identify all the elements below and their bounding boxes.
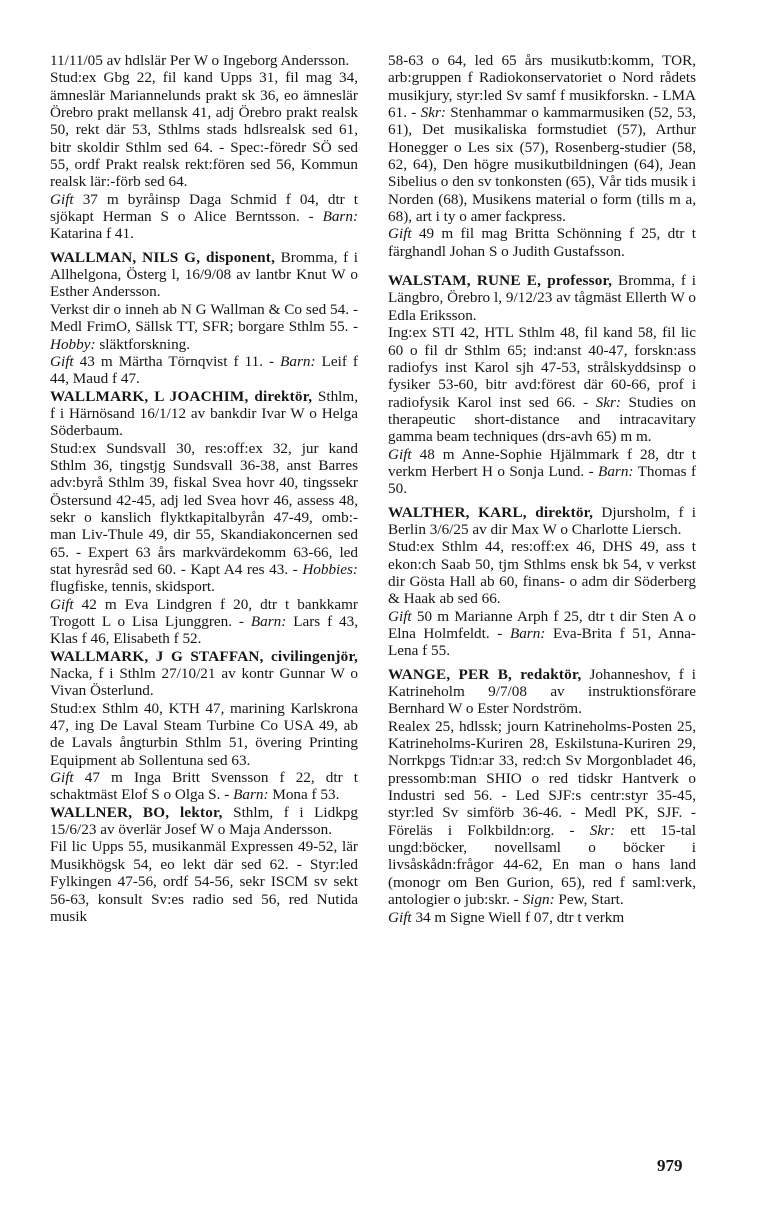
hobby-label: Hobbies: [302,560,358,578]
entry-header [50,804,358,839]
barn-label: Barn: [233,786,269,804]
entry-family [388,446,696,498]
barn-label: Barn: [250,613,287,630]
entry-career [50,440,358,596]
entry-header [388,272,696,324]
entry-header [388,666,696,718]
gift-text: 48 m Anne-Sophie Hjälmmark f 28, dtr t verkm Herbert H o Sonja Lund. - [388,445,696,480]
career-text: Verkst dir o inneh ab N G Wallman & Co sed 54. - Medl FrimO, Sällsk TT, SFR; borgare Sthlm 55. - [50,300,358,336]
gift-label: Gift [388,908,412,926]
entry-family [388,909,696,926]
page-number: 979 [657,1156,683,1175]
entry-family [50,769,358,804]
entry-head-text: Sthlm, f i Härnösand 16/1/12 av bankdir Ivar W o Helga Söderbaum. [50,387,358,440]
barn-text: Eva-Brita f 51, Anna-Lena f 55. [388,625,696,660]
gift-text: 47 m Inga Britt Svensson f 22, dtr t schaktmäst Elof S o Olga S. - [50,769,358,804]
entry-name: WANGE, PER B, redaktör, [388,665,582,683]
gift-label: Gift [50,190,74,208]
entry-walther-karl [388,504,696,660]
entry-head-text: Johanneshov, f i Katrineholm 9/7/08 av instruktionsförare Bernhard W o Ester Nordström. [388,665,696,718]
entry-header [50,249,358,301]
entry-career [50,301,358,353]
barn-text: Lars f 43, Klas f 46, Elisabeth f 52. [50,613,358,648]
gift-label: Gift [388,225,412,243]
barn-text: Katarina f 41. [50,225,134,243]
entry-head-text: Bromma, f i Allhelgona, Österg l, 16/9/08 av lantbr Knut W o Esther Andersson. [50,248,358,301]
entry-name: WALLMAN, NILS G, disponent, [50,248,276,266]
sign-label: Sign: [522,891,555,909]
gift-label: Gift [50,595,74,613]
entry-career: Stud:ex Sthlm 40, KTH 47, marining Karlskrona 47, ing De Laval Steam Turbine Co USA 49, ab de Lavals ångturbin Sthlm 51, övering Printing Equipment ab Sollentuna sed 63. [50,699,358,769]
entry-career [388,718,696,909]
gift-text: 34 m Signe Wiell f 07, dtr t verkm [411,908,625,926]
barn-label: Barn: [598,462,634,480]
barn-label: Barn: [322,208,358,226]
skr-text: Studies on therapeutic short-distance and intracavitary gamma beam techniques (drs-avh 65) m m. [388,393,696,446]
entry-name: WALLMARK, L JOACHIM, direktör, [50,387,313,405]
left-column [50,52,358,925]
skr-text: ett 15-tal ungd:böcker, novellsaml o böcker i livsåskådn:frågor 44-62, En man o hans land (monogr om Ben Gurion, 65), red f saml:verk, antologier o jub:skr. - [388,821,696,909]
entry-head-text: Bromma, f i Längbro, Örebro l, 9/12/23 av tågmäst Ellerth W o Edla Eriksson. [388,272,696,324]
barn-text: Mona f 53. [268,786,340,804]
entry-header [50,648,358,700]
entry-family [50,191,358,243]
entry-career [388,52,696,225]
right-column [388,52,696,926]
entry-career: Stud:ex Gbg 22, fil kand Upps 31, fil mag 34, ämneslär Mariannelunds prakt sk 36, eo ämneslär Örebro prakt mellansk 41, adj Örebro prakt realsk 50, rekt där 53, Sthlms stads hdlsrealsk sed 61, bitr skoldir Sthlm sed 64. - Spec:-föredr SÖ sed 55, ordf Prakt realsk rekt:fören sed 56, Kommun realsk lär:-förb sed 64. [50,69,358,191]
skr-text: Stenhammar o kammarmusiken (52, 53, 61), Det musikaliska formstudiet (57), Arthur Honegger o Les six (57), Rosenberg-studier (58, 62, 64), Den högre musikutbildningen (64), Jean Sibelius o den sv tonkonsten (65), Vår tids musik i Norden (68), Musikens material o form (tills m a, 68), art i ty o amer fackpress. [388,104,696,226]
entry-header [50,388,358,440]
barn-label: Barn: [280,352,316,370]
entry-name: WALTHER, KARL, direktör, [388,503,594,521]
career-text: 58-63 o 64, led 65 års musikutb:komm, TOR, arb:gruppen f Radiokonservatoriet o Nord rådets musikjury, styr:led Sv samf f musikforskn. - LMA 61. - [388,52,696,122]
skr-label: Skr: [595,393,621,411]
skr-label: Skr: [589,821,616,839]
gift-text: 37 m byråinsp Daga Schmid f 04, dtr t sjökapt Herman S o Alice Berntsson. - [50,190,358,226]
entry-wange-per [388,666,696,926]
entry-wallman-nils [50,249,358,388]
gift-text: 49 m fil mag Britta Schönning f 25, dtr t färghandl Johan S o Judith Gustafsson. [388,225,696,260]
entry-continuation [50,52,358,243]
entry-family [388,608,696,660]
entry-name: WALSTAM, RUNE E, professor, [388,272,613,290]
entry-header [388,504,696,539]
entry-family [50,353,358,388]
entry-career: Stud:ex Sthlm 44, res:off:ex 46, DHS 49, ass t ekon:ch Saab 50, tjm Sthlms ensk bk 54, v verkst dir Gösta Hall ab 60, finans- o adm dir Söderberg & Haak ab sed 66. [388,538,696,608]
hobby-label: Hobby: [50,335,96,353]
entry-text: 11/11/05 av hdlslär Per W o Ingeborg Andersson. [50,52,350,69]
entry-career [388,324,696,445]
hobby-text: flugfiske, tennis, skidsport. [50,578,215,596]
hobby-text: släktforskning. [95,335,191,353]
gift-label: Gift [50,769,74,787]
entry-wallmark-joachim [50,388,358,648]
entry-head-text: Sthlm, f i Lidkpg 15/6/23 av överlär Josef W o Maja Andersson. [50,803,358,839]
barn-text: Thomas f 50. [388,462,696,498]
gift-text: 43 m Märtha Törnqvist f 11. - [73,352,281,370]
gift-label: Gift [50,352,74,370]
skr-label: Skr: [420,104,446,122]
gift-label: Gift [388,607,412,625]
entry-wallner-continued [388,52,696,260]
career-text: Stud:ex Sundsvall 30, res:off:ex 32, jur kand Sthlm 36, tingstjg Sundsvall 36-38, anst Barres adv:byrå Sthlm 39, fiskal Svea hovr 40, tingssekr Östersund 42-45, adj led Svea hovr 46, assess 48, sekr o kanslich flyktkapitalbyrån 47-49, omb:-man Liv-Thule 49, dir 55, Skandiakoncernen sed 65. - Expert 63 års markvärdekomm 63-66, led stat hyresråd sed 60. - Kapt A4 res 43. - [50,439,358,578]
barn-label: Barn: [509,625,546,642]
entry-name: WALLMARK, J G STAFFAN, civilingenjör, [50,647,358,665]
entry-career: Fil lic Upps 55, musikanmäl Expressen 49-52, lär Musikhögsk 54, eo lekt där sed 62. - Styr:led Fylkingen 47-56, ordf 54-56, sekr ISCM sv sekt 56-63, konsult Sv:es radio sed 56, red Nutida musik [50,838,358,925]
barn-text: Leif f 44, Maud f 47. [50,352,358,388]
sign-text: Pew, Start. [554,891,624,909]
career-text: Realex 25, hdlssk; journ Katrineholms-Posten 25, Katrineholms-Kuriren 28, Eskilstuna-Kuriren 29, Norrkpgs Tidn:ar 33, red:ch Sv Morgonbladet 46, pressomb:man SHIO o red tidskr Hantverk o Industri sed 56. - Led SJF:s centr:styr 35-45, styr:led Sv simförb 36-46. - Medl PK, SJF. - Föreläs i Folkbildn:org. - [388,717,696,839]
gift-label: Gift [388,445,412,463]
career-text: Ing:ex STI 42, HTL Sthlm 48, fil kand 58, fil lic 60 o fil dr Sthlm 65; ind:anst 40-47, forskn:ass radiofys inst Karol sjh 47-53, strålskyddsinsp o fysiker 53-60, bitr avd:förest där 60-66, prof i radiofysik Karol inst sed 66. - [388,324,696,411]
entry-family [50,596,358,648]
entry-head-text: Nacka, f i Sthlm 27/10/21 av kontr Gunnar W o Vivan Österlund. [50,665,358,700]
entry-wallner-bo [50,804,358,925]
gift-text: 42 m Eva Lindgren f 20, dtr t bankkamr Trogott L o Lisa Ljunggren. - [50,595,358,630]
entry-name: WALLNER, BO, lektor, [50,803,223,821]
entry-head-text: Djursholm, f i Berlin 3/6/25 av dir Max W o Charlotte Liersch. [388,503,697,538]
entry-family [388,225,696,260]
entry-wallmark-staffan [50,648,358,804]
gift-text: 50 m Marianne Arph f 25, dtr t dir Sten A o Elna Holmfeldt. - [388,607,696,642]
entry-walstam-rune [388,272,696,497]
